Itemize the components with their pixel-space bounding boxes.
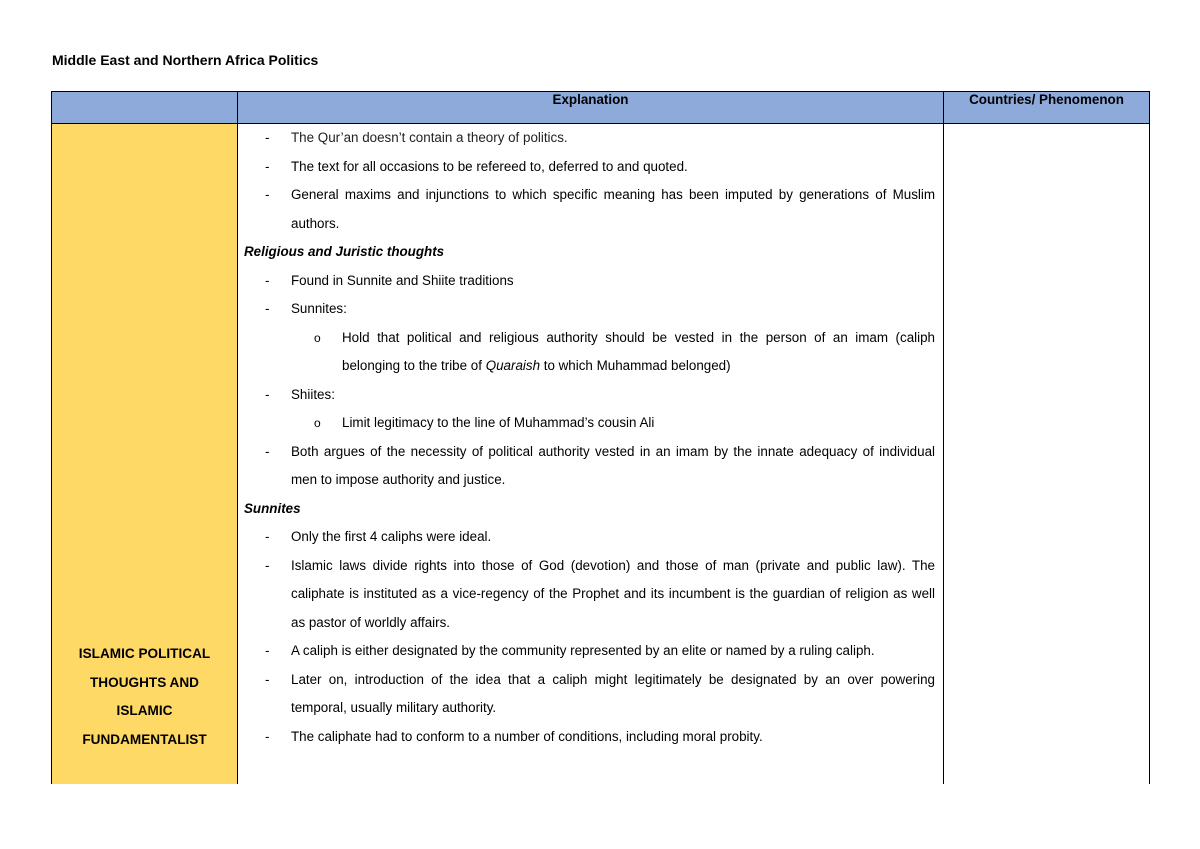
list-item	[244, 523, 935, 552]
bullet-marker: -	[265, 671, 270, 687]
bullet-text: Sunnites:	[291, 301, 347, 316]
bullet-text: Both argues of the necessity of political authority vested in an imam by the innate adequacy of individual men to impose authority and justice.	[291, 443, 935, 487]
bullet-marker: -	[265, 130, 270, 145]
bullet-marker: -	[265, 386, 270, 402]
list-item	[244, 552, 935, 638]
bullet-marker: -	[265, 443, 270, 459]
bullet-marker: -	[265, 643, 270, 658]
topic-line: FUNDAMENTALIST	[82, 731, 207, 747]
section-heading: Sunnites	[244, 500, 301, 516]
list-item	[244, 666, 935, 723]
sub-bullet-text: Limit legitimacy to the line of Muhammad’s cousin Ali	[342, 415, 655, 430]
bullet-text: A caliph is either designated by the community represented by an elite or named by a ruling caliph.	[291, 643, 875, 658]
bullet-text: Only the first 4 caliphs were ideal.	[291, 529, 492, 544]
italic-term: Quaraish	[485, 358, 541, 373]
bullet-text: Shiites:	[291, 386, 335, 402]
sub-list-item	[244, 409, 935, 438]
sub-list-item	[244, 324, 935, 381]
bullet-marker: -	[265, 187, 270, 202]
bullet-text: The Qur’an doesn’t contain a theory of politics.	[291, 130, 568, 145]
list-item	[244, 723, 935, 752]
topic-line: THOUGHTS AND	[90, 674, 199, 690]
list-item	[244, 153, 935, 182]
topic-line: ISLAMIC	[116, 703, 173, 718]
list-item	[244, 124, 935, 153]
bullet-text: Later on, introduction of the idea that a caliph might legitimately be designated by an over powering temporal, usually military authority.	[291, 671, 935, 715]
table-row	[52, 124, 1150, 785]
bullet-text: The caliphate had to conform to a number of conditions, including moral probity.	[291, 728, 763, 744]
list-item	[244, 438, 935, 495]
list-item	[244, 637, 935, 666]
header-countries: Countries/ Phenomenon	[944, 92, 1150, 124]
sub-bullet-marker: o	[314, 416, 321, 430]
topic-line: ISLAMIC POLITICAL	[78, 646, 211, 661]
bullet-marker: -	[265, 272, 270, 288]
bullet-marker: -	[265, 158, 270, 174]
explanation-cell	[238, 124, 944, 785]
bullet-marker: -	[265, 301, 270, 316]
document-title: Middle East and Northern Africa Politics	[52, 52, 319, 68]
header-explanation: Explanation	[238, 92, 944, 124]
bullet-text: General maxims and injunctions to which specific meaning has been imputed by generations of Muslim authors.	[291, 187, 935, 231]
bullet-text: Found in Sunnite and Shiite traditions	[291, 272, 514, 288]
list-item	[244, 267, 935, 296]
list-item	[244, 181, 935, 238]
topic-cell	[52, 124, 238, 785]
bullet-marker: -	[265, 557, 270, 573]
text-run: to which Muhammad belonged)	[540, 358, 731, 373]
countries-cell	[944, 124, 1150, 785]
notes-table	[51, 91, 1150, 784]
bullet-marker: -	[265, 529, 270, 544]
header-topic	[52, 92, 238, 124]
text-run: Hold that political and religious authority should be vested in the person of an imam (caliph belonging to the tribe of	[342, 329, 935, 373]
topic-label	[52, 640, 237, 784]
table-header-row	[52, 92, 1150, 124]
sub-bullet-marker: o	[314, 330, 321, 345]
bullet-marker: -	[265, 728, 270, 744]
bullet-text: Islamic laws divide rights into those of God (devotion) and those of man (private and public law). The caliphate is instituted as a vice-regency of the Prophet and its incumbent is the guardian of religion as well as pastor of worldly affairs.	[291, 557, 935, 630]
list-item	[244, 295, 935, 324]
list-item	[244, 381, 935, 410]
sub-bullet-text	[342, 324, 935, 381]
section-heading: Religious and Juristic thoughts	[244, 244, 445, 259]
bullet-text: The text for all occasions to be refereed to, deferred to and quoted.	[291, 158, 688, 174]
